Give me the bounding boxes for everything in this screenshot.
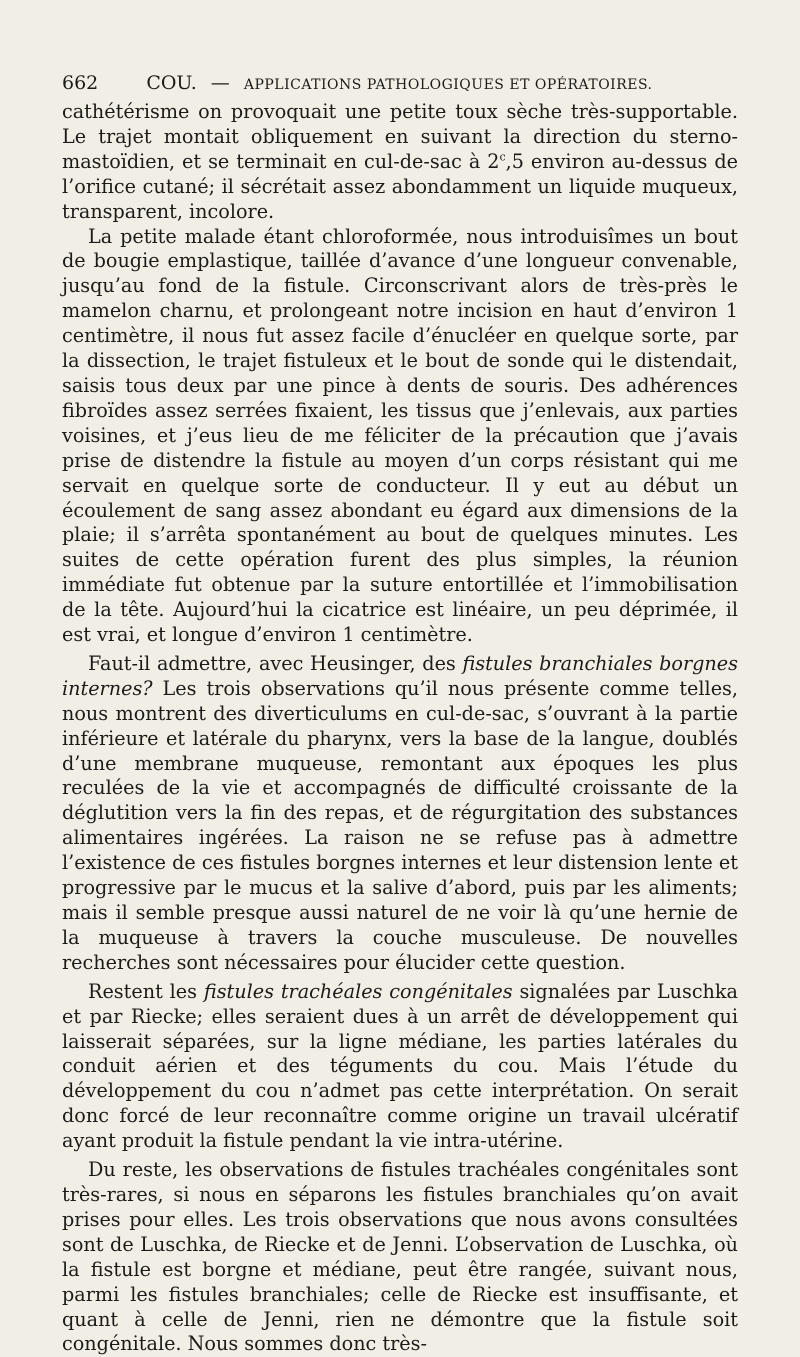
paragraph-4-italic: fistules trachéales congénitales — [203, 979, 513, 1003]
body-text — [62, 100, 738, 1357]
paragraph-5: Du reste, les observations de fistules trachéales congénitales sont très-rares, si nous en séparons les fistules branchiales qu’on avait prises pour elles. Les trois observations que nous avons consultées sont de Luschka, de Riecke et de Jenni. L’observation de Luschka, où la fistule est borgne et médiane, peut être rangée, suivant nous, parmi les fistules branchiales; celle de Riecke est insuffisante, et quant à celle de Jenni, rien ne démontre que la fistule soit congénitale. Nous sommes donc très- — [62, 1158, 738, 1356]
header-dash: — — [210, 72, 230, 94]
paragraph-3-text-b: Les trois observations qu’il nous présente comme telles, nous montrent des diverticulums en cul-de-sac, s’ouvrant à la partie inférieure et latérale du pharynx, vers la base de la langue, doublés d’une membrane muqueuse, remontant aux époques les plus reculées de la vie et accompagnés de difficulté croissante de la déglutition vers la fin des repas, et de régurgitation des substances alimentaires ingérées. La raison ne se refuse pas à admettre l’existence de ces fistules borgnes internes et leur distension lente et progressive par le mucus et la salive d’abord, puis par les aliments; mais il semble presque aussi naturel de ne voir là qu’une hernie de la muqueuse à travers la couche musculeuse. De nouvelles recherches sont nécessaires pour élucider cette question. — [62, 676, 738, 974]
paragraph-3-italic: fistules branchiales borgnes internes? — [62, 651, 738, 700]
running-header — [62, 72, 738, 102]
header-subtitle: APPLICATIONS PATHOLOGIQUES ET OPÉRATOIRES. — [243, 77, 653, 93]
page-number: 662 — [62, 72, 99, 94]
superscript-c: c — [499, 150, 506, 164]
paragraph-1-text-b: ,5 environ au-dessus de l’orifice cutané; il sécrétait assez abondamment un liquide muqueux, transparent, incolore. — [62, 149, 738, 223]
paragraph-2: La petite malade étant chloroformée, nous introduisîmes un bout de bougie emplastique, taillée d’avance d’une longueur convenable, jusqu’au fond de la fistule. Circonscrivant alors de très-près le mamelon charnu, et prolongeant notre incision en haut d’environ 1 centimètre, il nous fut assez facile d’énucléer en quelque sorte, par la dissection, le trajet fistuleux et le bout de sonde qui le distendait, saisis tous deux par une pince à dents de souris. Des adhérences fibroïdes assez serrées fixaient, les tissus que j’enlevais, aux parties voisines, et j’eus lieu de me féliciter de la précaution que j’avais prise de distendre la fistule au moyen d’un corps résistant qui me servait en quelque sorte de conducteur. Il y eut au début un écoulement de sang assez abondant eu égard aux dimensions de la plaie; il s’arrêta spontanément au bout de quelques minutes. Les suites de cette opération furent des plus simples, la réunion immédiate fut obtenue par la suture entortillée et l’immobilisation de la tête. Aujourd’hui la cicatrice est linéaire, un peu déprimée, il est vrai, et longue d’environ 1 centimètre. — [62, 224, 738, 647]
section-title: COU. — [146, 72, 197, 94]
paragraph-3-text-a: Faut-il admettre, avec Heusinger, des — [88, 651, 463, 675]
paragraph-1 — [62, 100, 738, 225]
paragraph-4-text-a: Restent les — [88, 979, 204, 1003]
paragraph-4-text-b: signalées par Luschka et par Riecke; elles seraient dues à un arrêt de développement qui laisserait séparées, sur la ligne médiane, les parties latérales du conduit aérien et des téguments du cou. Mais l’étude du développement du cou n’admet pas cette interprétation. On serait donc forcé de leur reconnaître comme origine un travail ulcératif ayant produit la fistule pendant la vie intra-utérine. — [62, 979, 738, 1153]
paragraph-1-text-a: cathétérisme on provoquait une petite toux sèche très-supportable. Le trajet montait obliquement en suivant la direction du sterno-mastoïdien, et se terminait en cul-de-sac à 2 — [62, 100, 738, 173]
paragraph-4 — [62, 980, 738, 1154]
paragraph-3 — [62, 652, 738, 976]
